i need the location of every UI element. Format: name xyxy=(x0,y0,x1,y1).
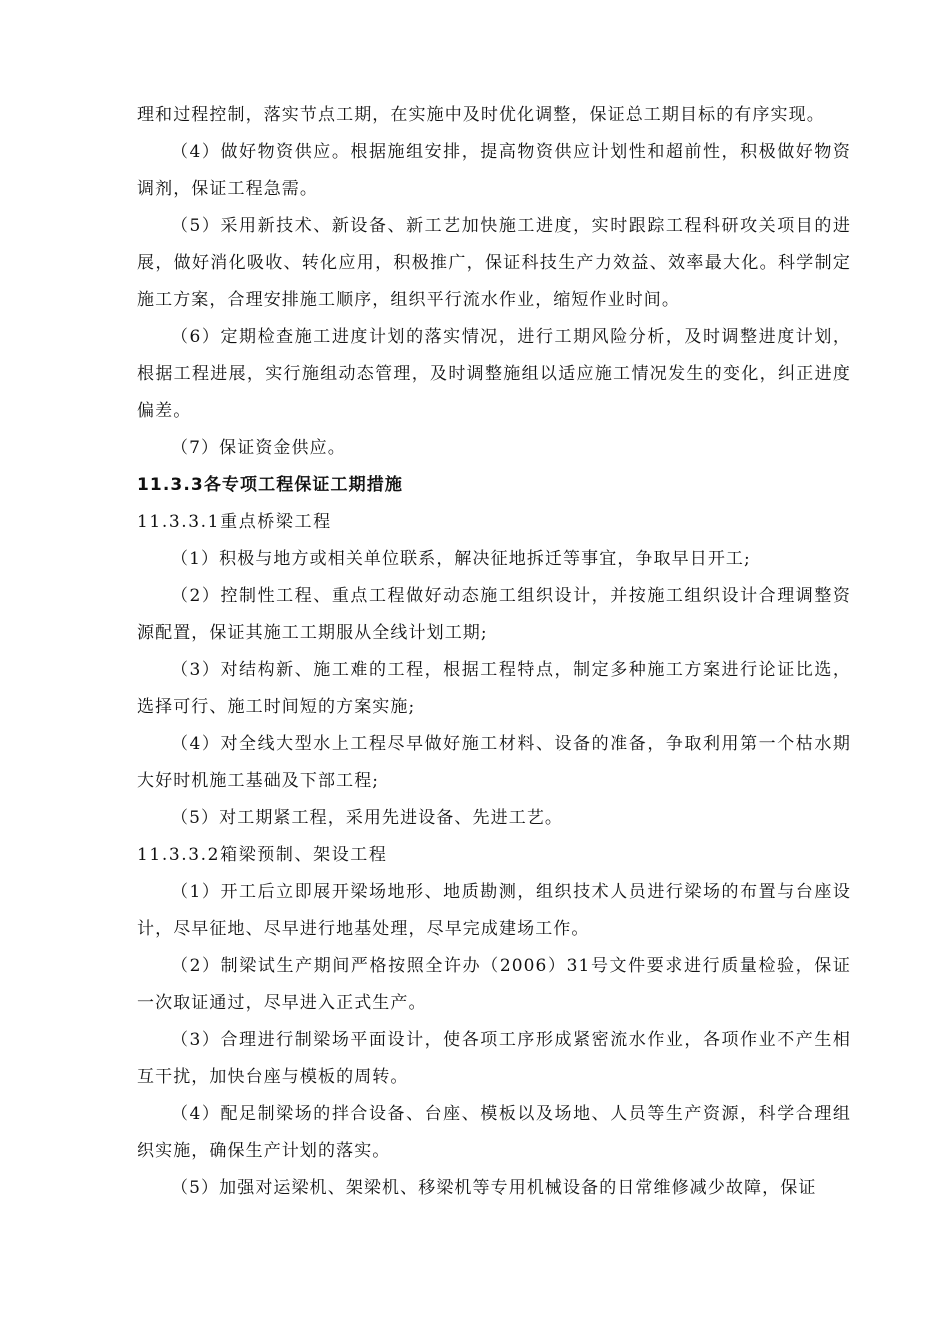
paragraph-bridge-item-4: （4）对全线大型水上工程尽早做好施工材料、设备的准备，争取利用第一个枯水期大好时机施工基础及下部工程; xyxy=(137,734,851,791)
paragraph-item-5-technology: （5）采用新技术、新设备、新工艺加快施工进度，实时跟踪工程科研攻关项目的进展，做好消化吸收、转化应用，积极推广，保证科技生产力效益、效率最大化。科学制定施工方案，合理安排施工顺序，组织平行流水作业，缩短作业时间。 xyxy=(137,216,851,310)
paragraph-item-4-materials: （4）做好物资供应。根据施组安排，提高物资供应计划性和超前性，积极做好物资调剂，保证工程急需。 xyxy=(137,142,851,199)
paragraph-bridge-item-5: （5）对工期紧工程，采用先进设备、先进工艺。 xyxy=(171,808,564,828)
paragraph-girder-item-5: （5）加强对运梁机、架梁机、移梁机等专用机械设备的日常维修减少故障，保证 xyxy=(171,1178,817,1198)
document-body xyxy=(137,97,851,1207)
paragraph-bridge-item-2: （2）控制性工程、重点工程做好动态施工组织设计，并按施工组织设计合理调整资源配置，保证其施工工期服从全线计划工期; xyxy=(137,586,851,643)
paragraph-girder-item-4: （4）配足制梁场的拌合设备、台座、模板以及场地、人员等生产资源，科学合理组织实施，确保生产计划的落实。 xyxy=(137,1104,851,1161)
subsection-heading-11-3-3-2: 11.3.3.2箱梁预制、架设工程 xyxy=(137,845,388,865)
paragraph-bridge-item-1: （1）积极与地方或相关单位联系，解决征地拆迁等事宜，争取早日开工; xyxy=(171,549,751,569)
subsection-heading-11-3-3-1: 11.3.3.1重点桥梁工程 xyxy=(137,512,332,532)
paragraph-item-7-funding: （7）保证资金供应。 xyxy=(171,438,346,458)
paragraph-girder-item-3: （3）合理进行制梁场平面设计，使各项工序形成紧密流水作业，各项作业不产生相互干扰，加快台座与模板的周转。 xyxy=(137,1030,851,1087)
paragraph-girder-item-1: （1）开工后立即展开梁场地形、地质勘测，组织技术人员进行梁场的布置与台座设计，尽早征地、尽早进行地基处理，尽早完成建场工作。 xyxy=(137,882,851,939)
paragraph-item-6-schedule-check: （6）定期检查施工进度计划的落实情况，进行工期风险分析，及时调整进度计划，根据工程进展，实行施组动态管理，及时调整施组以适应施工情况发生的变化，纠正进度偏差。 xyxy=(137,327,851,421)
paragraph-bridge-item-3: （3）对结构新、施工难的工程，根据工程特点，制定多种施工方案进行论证比选，选择可行、施工时间短的方案实施; xyxy=(137,660,851,717)
paragraph-continuation: 理和过程控制，落实节点工期，在实施中及时优化调整，保证总工期目标的有序实现。 xyxy=(137,105,825,125)
section-heading-11-3-3: 11.3.3各专项工程保证工期措施 xyxy=(137,475,403,495)
paragraph-girder-item-2: （2）制梁试生产期间严格按照全许办（2006）31号文件要求进行质量检验，保证一次取证通过，尽早进入正式生产。 xyxy=(137,956,851,1013)
